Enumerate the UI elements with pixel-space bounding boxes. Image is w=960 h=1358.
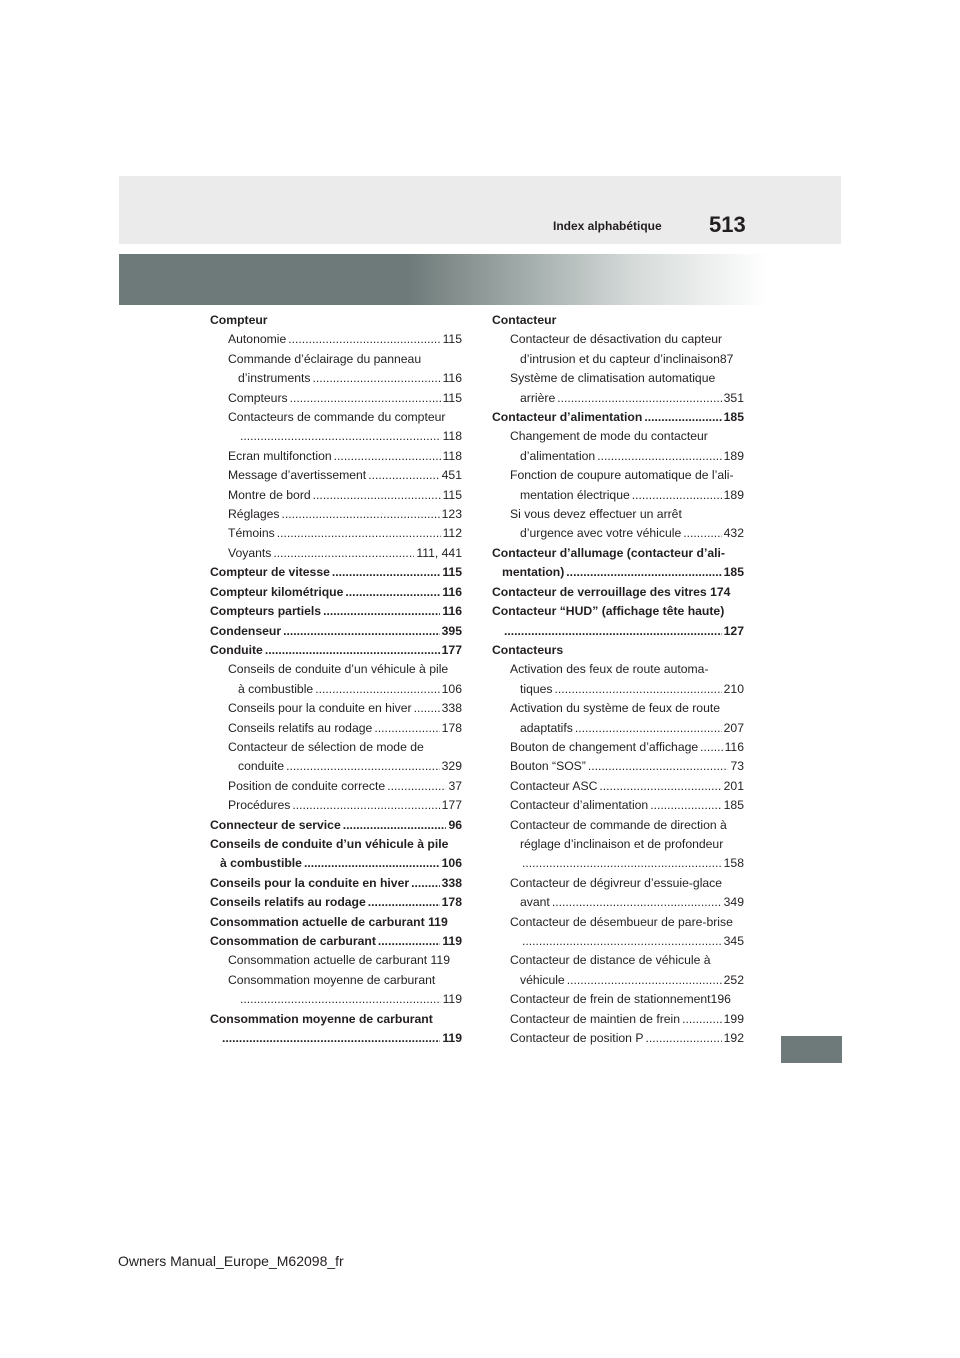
index-entry-page: 123 [441, 507, 462, 522]
index-entry-page: 116 [724, 739, 744, 754]
index-entry [210, 622, 462, 641]
index-entry-page: 116 [442, 604, 462, 619]
index-entry-term: Contacteur ASC [510, 778, 598, 793]
index-entry-term: Procédures [228, 798, 291, 813]
dot-leader [682, 1010, 722, 1029]
index-entry [210, 1029, 462, 1048]
index-entry [492, 622, 744, 641]
footer-document-id: Owners Manual_Europe_M62098_fr [118, 1253, 344, 1269]
dot-leader [240, 990, 441, 1009]
index-entry-term: Contacteur de maintien de frein [510, 1011, 681, 1026]
dot-leader [599, 777, 721, 796]
index-entry: Activation du système de feux de route [510, 701, 721, 716]
index-entry-term: Autonomie [228, 332, 287, 347]
index-entry-term: Compteurs partiels [210, 604, 322, 619]
index-entry [210, 874, 462, 893]
index-entry-term: arrière [520, 390, 556, 405]
index-entry [210, 544, 462, 563]
index-entry-term: Ecran multifonction [228, 448, 332, 463]
dot-leader [575, 719, 722, 738]
index-entry-term: d’alimentation [520, 448, 596, 463]
index-entry [210, 719, 462, 738]
index-entry: Contacteurs [492, 642, 564, 657]
index-entry-page: 185 [723, 565, 744, 580]
index-entry: Consommation actuelle de carburant 119 [210, 914, 448, 929]
index-entry [210, 447, 462, 466]
index-column-left [210, 311, 462, 1048]
index-entry [492, 524, 744, 543]
index-entry-page: 185 [723, 798, 744, 813]
index-entry-term: Montre de bord [228, 487, 311, 502]
index-entry-term: Bouton de changement d’affichage [510, 739, 699, 754]
index-entry: Contacteur de frein de stationnement196 [510, 992, 731, 1007]
index-entry-term: Condenseur [210, 623, 282, 638]
dot-leader [292, 796, 439, 815]
index-entry [492, 971, 744, 990]
index-entry-term: Conseils pour la conduite en hiver [228, 701, 412, 716]
index-column-right [492, 311, 744, 1048]
section-title: Index alphabétique [553, 219, 662, 233]
dot-leader [644, 408, 721, 427]
dot-leader [378, 932, 440, 951]
index-entry-page: 177 [441, 642, 462, 657]
dot-leader [522, 854, 722, 873]
dot-leader [288, 330, 440, 349]
dot-leader [315, 680, 439, 699]
index-entry-page: 451 [441, 468, 462, 483]
index-entry: Contacteur de distance de véhicule à [510, 953, 711, 968]
index-entry [210, 893, 462, 912]
index-entry-page: 178 [441, 895, 462, 910]
index-entry: Consommation moyenne de carburant [210, 1011, 433, 1026]
index-entry-page: 207 [723, 720, 744, 735]
page-number: 513 [709, 212, 746, 237]
index-entry-term: Conseils relatifs au rodage [210, 895, 366, 910]
index-entry [210, 854, 462, 873]
index-entry-page: 192 [723, 1031, 744, 1046]
header-gradient-bar [119, 254, 841, 305]
index-entry-term: Contacteur d’alimentation [492, 410, 643, 425]
dot-leader [504, 622, 722, 641]
index-entry: Compteur [210, 313, 268, 327]
index-entry-term: mentation électrique [520, 487, 630, 502]
index-entry [210, 602, 462, 621]
index-entry: Changement de mode du contacteur [510, 429, 708, 444]
index-entry [210, 369, 462, 388]
dot-leader [334, 447, 441, 466]
index-entry-term: tiques [520, 681, 553, 696]
index-entry [492, 932, 744, 951]
index-entry: Contacteur de désactivation du capteur [510, 332, 723, 347]
chapter-tab [781, 1036, 842, 1063]
dot-leader [332, 563, 440, 582]
index-entry-term: Compteur de vitesse [210, 565, 330, 580]
index-entry-page: 177 [441, 798, 462, 813]
dot-leader [368, 893, 440, 912]
dot-leader [304, 854, 440, 873]
index-entry-page: 349 [723, 895, 744, 910]
index-entry-page: 178 [441, 720, 462, 735]
dot-leader [273, 544, 414, 563]
index-entry-term: Bouton “SOS” [510, 759, 586, 774]
index-entry: Si vous devez effectuer un arrêt [510, 507, 682, 522]
index-entry: Contacteur de commande de direction à [510, 817, 727, 832]
dot-leader [323, 602, 440, 621]
index-entry-page: 189 [723, 487, 744, 502]
index-entry [492, 486, 744, 505]
index-entry-page: 338 [441, 875, 462, 890]
index-entry-term: Conseils pour la conduite en hiver [210, 875, 410, 890]
index-entry-page: 199 [723, 1011, 744, 1026]
index-entry: Contacteur de verrouillage des vitres 174 [492, 584, 731, 599]
index-entry [492, 893, 744, 912]
index-entry-term: Voyants [228, 545, 272, 560]
dot-leader [566, 563, 721, 582]
index-entry-page: 115 [442, 565, 462, 580]
index-entry-term: Connecteur de service [210, 817, 341, 832]
dot-leader [374, 719, 439, 738]
dot-leader [222, 1029, 440, 1048]
index-entry [210, 990, 462, 1009]
dot-leader [414, 699, 440, 718]
dot-leader [632, 486, 722, 505]
index-entry: Consommation actuelle de carburant 119 [228, 953, 450, 968]
index-entry [492, 1010, 744, 1029]
index-entry [210, 524, 462, 543]
index-entry [492, 777, 744, 796]
index-entry-page: 96 [448, 817, 462, 832]
index-entry [492, 757, 744, 776]
dot-leader [312, 369, 440, 388]
index-entry: Commande d’éclairage du panneau [228, 351, 422, 366]
dot-leader [290, 389, 441, 408]
index-entry-page: 158 [723, 856, 744, 871]
index-entry [210, 466, 462, 485]
index-entry: Contacteur de dégivreur d’essuie-glace [510, 875, 723, 890]
index-entry-page: 115 [442, 390, 462, 405]
index-entry [210, 330, 462, 349]
index-entry-page: 351 [723, 390, 744, 405]
index-entry [492, 796, 744, 815]
index-entry-term: Message d’avertissement [228, 468, 367, 483]
index-entry: Activation des feux de route automa- [510, 662, 709, 677]
index-entry-term: Consommation de carburant [210, 934, 376, 948]
index-entry-term: d’urgence avec votre véhicule [520, 526, 682, 541]
index-entry-term: Compteurs [228, 390, 288, 405]
dot-leader [567, 971, 722, 990]
dot-leader [282, 505, 440, 524]
dot-leader [286, 757, 440, 776]
index-entry [210, 680, 462, 699]
dot-leader [645, 1029, 721, 1048]
dot-leader [555, 680, 722, 699]
index-entry-page: 115 [442, 487, 462, 502]
index-entry: d’intrusion et du capteur d’inclinaison87 [520, 351, 734, 366]
index-entry: Fonction de coupure automatique de l’ali- [510, 468, 734, 483]
index-entry: réglage d’inclinaison et de profondeur [520, 836, 724, 851]
index-entry-term: adaptatifs [520, 720, 573, 735]
index-entry [210, 563, 462, 582]
dot-leader [597, 447, 721, 466]
index-entry-term: Contacteur d’alimentation [510, 798, 649, 813]
index-entry-term: Conseils relatifs au rodage [228, 720, 373, 735]
index-entry-page: 127 [723, 623, 744, 638]
index-entry-term: conduite [238, 759, 285, 774]
index-entry: Système de climatisation automatique [510, 371, 716, 386]
index-entry-page: 111, 441 [416, 545, 462, 560]
dot-leader [552, 893, 722, 912]
index-entry [210, 389, 462, 408]
index-entry-page: 73 [730, 759, 744, 774]
index-entry [210, 816, 462, 835]
index-entry: Contacteur de sélection de mode de [228, 739, 424, 754]
dot-leader [265, 641, 440, 660]
index-entry: Conseils de conduite d’un véhicule à pile [228, 662, 449, 677]
dot-leader [650, 796, 721, 815]
index-entry-page: 345 [723, 934, 744, 948]
index-entry [210, 777, 462, 796]
dot-leader [240, 427, 441, 446]
index-entry [492, 389, 744, 408]
index-entry-term: Réglages [228, 507, 280, 522]
index-entry [492, 719, 744, 738]
index-entry [492, 680, 744, 699]
dot-leader [343, 816, 447, 835]
index-entry [210, 505, 462, 524]
index-entry-page: 119 [442, 992, 462, 1007]
index-entry-page: 118 [442, 448, 462, 463]
index-entry-term: Compteur kilométrique [210, 584, 344, 599]
index-entry: Contacteur [492, 313, 557, 327]
index-entry-page: 116 [442, 584, 462, 599]
index-entry-term: Conduite [210, 642, 263, 657]
index-entry: Contacteur de désembueur de pare-brise [510, 914, 733, 929]
dot-leader [387, 777, 446, 796]
index-entry-term: Position de conduite correcte [228, 778, 386, 793]
dot-leader [683, 524, 721, 543]
index-entry-page: 395 [441, 623, 462, 638]
dot-leader [557, 389, 721, 408]
index-entry-term: à combustible [238, 681, 314, 696]
index-entry [210, 757, 462, 776]
index-entry-term: véhicule [520, 972, 565, 987]
index-entry-page: 338 [441, 701, 462, 716]
dot-leader [411, 874, 440, 893]
dot-leader [283, 622, 440, 641]
index-entry: Contacteur d’allumage (contacteur d’ali- [492, 545, 725, 560]
index-entry-page: 37 [448, 778, 462, 793]
index-entry-page: 119 [442, 1031, 462, 1046]
dot-leader [700, 738, 722, 757]
index-entry: Contacteurs de commande du compteur [228, 410, 446, 425]
index-entry-page: 252 [723, 972, 744, 987]
index-entry-term: avant [520, 895, 550, 910]
index-entry [210, 796, 462, 815]
index-entry: Conseils de conduite d’un véhicule à pile [210, 836, 449, 851]
index-entry-page: 210 [723, 681, 744, 696]
index-entry-term: Contacteur de position P [510, 1031, 644, 1046]
index-entry [492, 1029, 744, 1048]
index-entry-page: 112 [442, 526, 462, 541]
index-entry: Contacteur “HUD” (affichage tête haute) [492, 604, 725, 619]
index-entry [210, 583, 462, 602]
index-entry [210, 641, 462, 660]
index-entry-page: 432 [723, 526, 744, 541]
index-entry-page: 116 [442, 371, 462, 386]
dot-leader [313, 486, 441, 505]
index-entry-page: 185 [723, 410, 744, 425]
index-entry-term: mentation) [502, 565, 565, 580]
index-entry [210, 699, 462, 718]
index-entry [210, 932, 462, 951]
index-entry-term: d’instruments [238, 371, 311, 386]
dot-leader [345, 583, 440, 602]
dot-leader [588, 757, 729, 776]
index-entry [492, 738, 744, 757]
index-entry-page: 119 [442, 934, 462, 948]
index-entry [492, 854, 744, 873]
index-entry-term: à combustible [220, 856, 302, 871]
dot-leader [368, 466, 439, 485]
index-entry-page: 189 [723, 448, 744, 463]
index-entry: Consommation moyenne de carburant [228, 972, 436, 987]
index-entry-page: 201 [723, 778, 744, 793]
dot-leader [277, 524, 441, 543]
index-entry-page: 329 [441, 759, 462, 774]
index-entry [492, 563, 744, 582]
index-entry-page: 118 [442, 429, 462, 444]
index-entry-page: 115 [442, 332, 462, 347]
index-entry [492, 447, 744, 466]
index-entry [492, 408, 744, 427]
index-entry [210, 486, 462, 505]
dot-leader [522, 932, 722, 951]
index-entry-page: 106 [441, 681, 462, 696]
index-entry-page: 106 [441, 856, 462, 871]
index-entry [210, 427, 462, 446]
index-entry-term: Témoins [228, 526, 275, 541]
